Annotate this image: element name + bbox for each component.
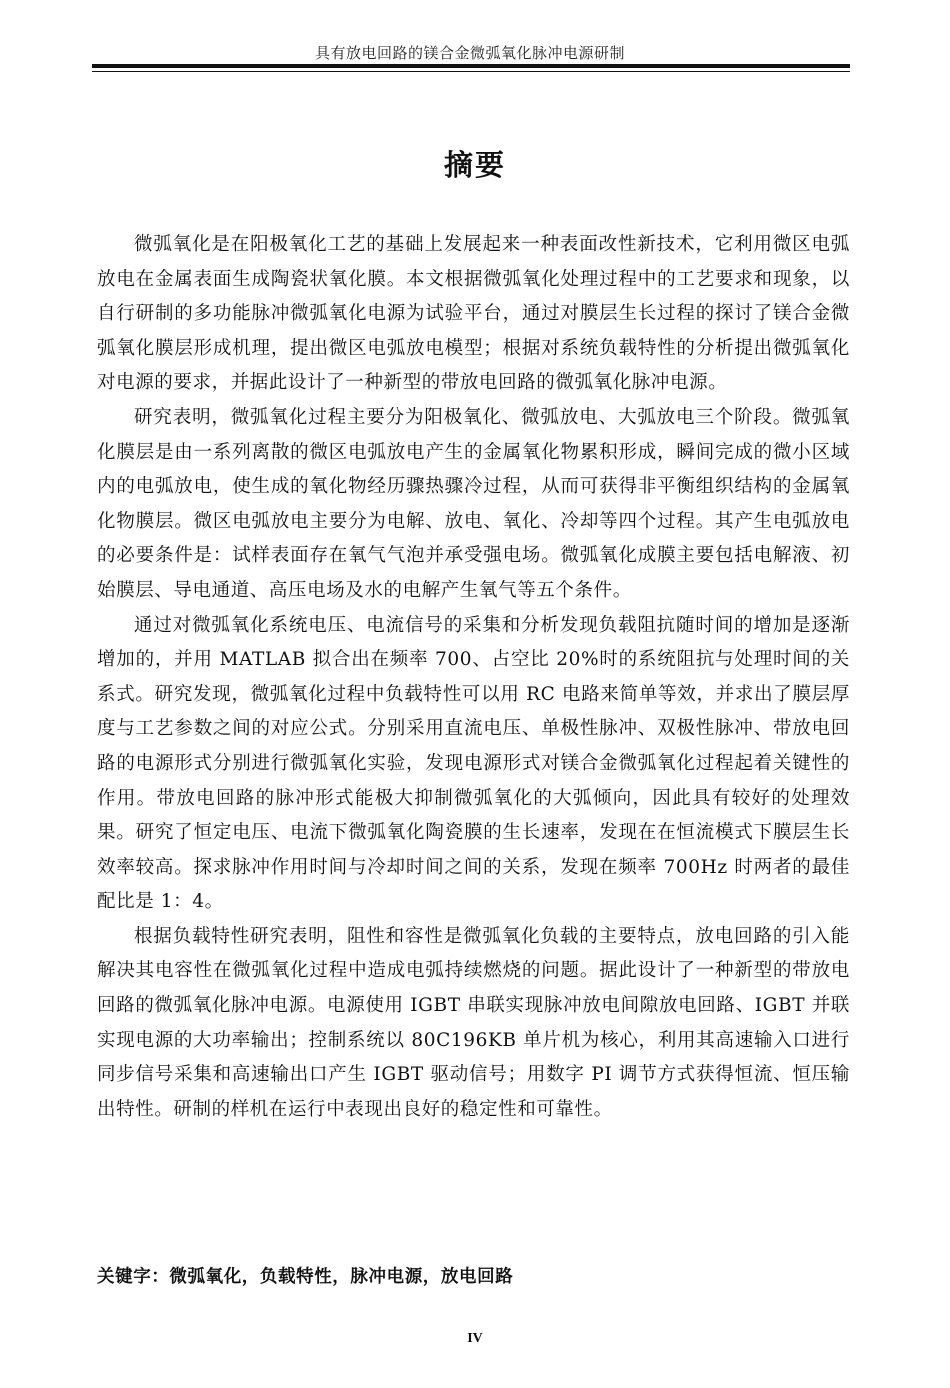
header-rule-thick [92,64,850,68]
abstract-title: 摘要 [443,148,506,182]
abstract-paragraph-4: 根据负载特性研究表明，阻性和容性是微弧氧化负载的主要特点，放电回路的引入能解决其电容性在微弧氧化过程中造成电弧持续燃烧的问题。据此设计了一种新型的带放电回路的微弧氧化脉冲电源。电源使用 IGBT 串联实现脉冲放电间隙放电回路、IGBT 并联实现电源的大功率输出；控制系统以 80C196KB 单片机为核心，利用其高速输入口进行同步信号采集和高速输出口产生 IGBT 驱动信号；用数字 PI 调节方式获得恒流、恒压输出特性。研制的样机在运行中表现出良好的稳定性和可靠性。 [97,925,850,1120]
abstract-paragraph-3: 通过对微弧氧化系统电压、电流信号的采集和分析发现负载阻抗随时间的增加是逐渐增加的，并用 MATLAB 拟合出在频率 700、占空比 20%时的系统阻抗与处理时间的关系式。研究发现，微弧氧化过程中负载特性可以用 RC 电路来简单等效，并求出了膜层厚度与工艺参数之间的对应公式。分别采用直流电压、单极性脉冲、双极性脉冲、带放电回路的电源形式分别进行微弧氧化实验，发现电源形式对镁合金微弧氧化过程起着关键性的作用。带放电回路的脉冲形式能极大抑制微弧氧化的大弧倾向，因此具有较好的处理效果。研究了恒定电压、电流下微弧氧化陶瓷膜的生长速率，发现在在恒流模式下膜层生长效率较高。探求脉冲作用时间与冷却时间之间的关系，发现在频率 700Hz 时两者的最佳配比是 1：4。 [97,614,850,913]
keywords: 关键字：微弧氧化，负载特性，脉冲电源，放电回路 [97,1267,514,1287]
abstract-body [97,228,850,1127]
running-header: 具有放电回路的镁合金微弧氧化脉冲电源研制 [314,44,625,62]
abstract-paragraph-2: 研究表明，微弧氧化过程主要分为阳极氧化、微弧放电、大弧放电三个阶段。微弧氧化膜层是由一系列离散的微区电弧放电产生的金属氧化物累积形成，瞬间完成的微小区域内的电弧放电，使生成的氧化物经历骤热骤冷过程，从而可获得非平衡组织结构的金属氧化物膜层。微区电弧放电主要分为电解、放电、氧化、冷却等四个过程。其产生电弧放电的必要条件是：试样表面存在氧气气泡并承受强电场。微弧氧化成膜主要包括电解液、初始膜层、导电通道、高压电场及水的电解产生氧气等五个条件。 [97,406,850,601]
page-number: IV [467,1331,483,1346]
abstract-paragraph-1: 微弧氧化是在阳极氧化工艺的基础上发展起来一种表面改性新技术，它利用微区电弧放电在金属表面生成陶瓷状氧化膜。本文根据微弧氧化处理过程中的工艺要求和现象，以自行研制的多功能脉冲微弧氧化电源为试验平台，通过对膜层生长过程的探讨了镁合金微弧氧化膜层形成机理，提出微区电弧放电模型；根据对系统负载特性的分析提出微弧氧化对电源的要求，并据此设计了一种新型的带放电回路的微弧氧化脉冲电源。 [97,234,850,394]
header-rule-thin [92,71,850,72]
